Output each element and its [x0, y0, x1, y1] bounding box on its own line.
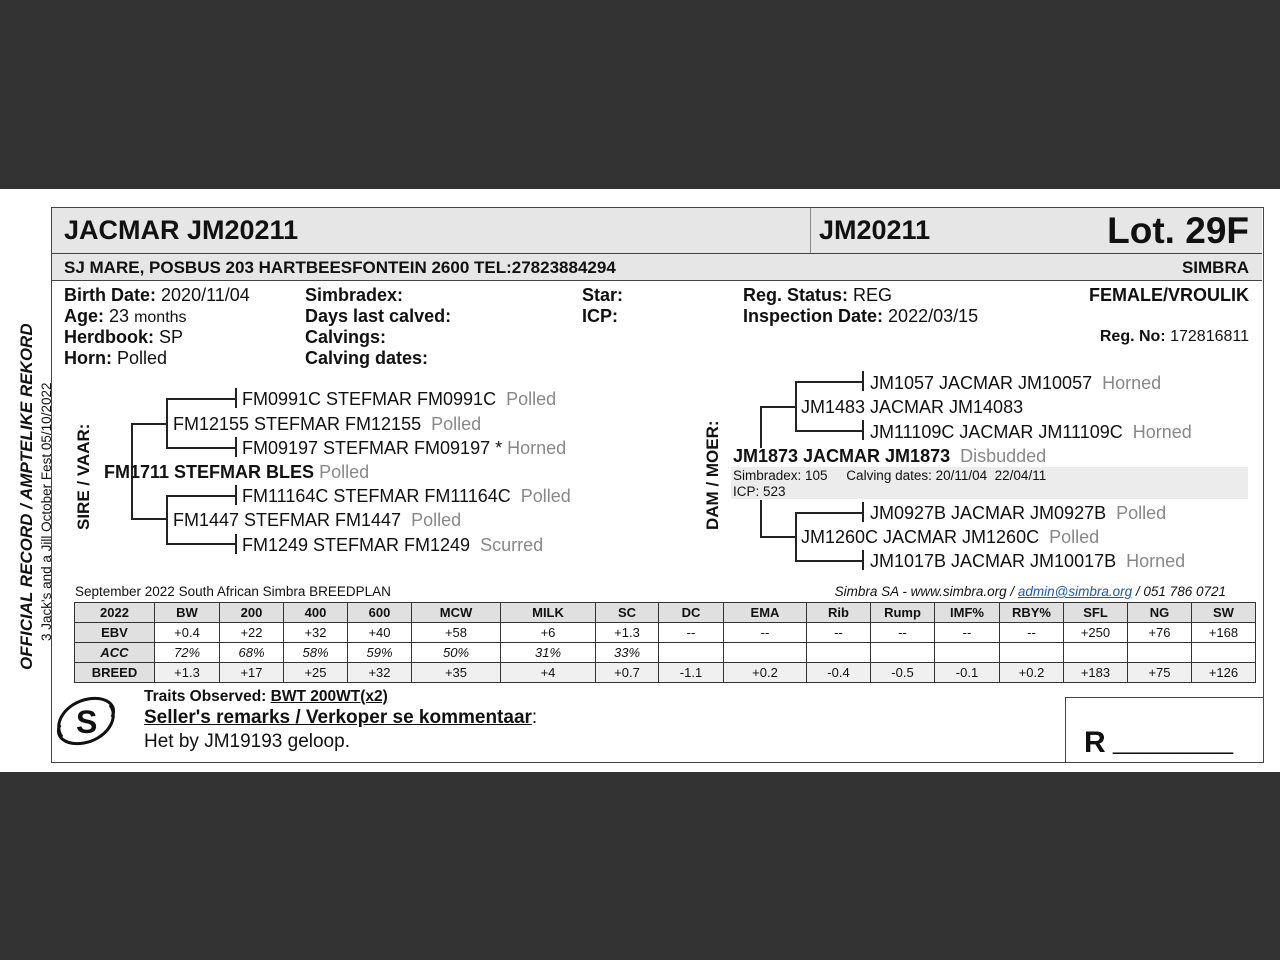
ebv-cell: 31% — [501, 643, 596, 663]
remarks-text: Het by JM19193 geloop. — [144, 731, 350, 752]
ebv-cell: -- — [659, 623, 724, 643]
sire-horn: Polled — [319, 462, 370, 482]
traits-observed — [144, 688, 388, 706]
dam-horn: Disbudded — [960, 446, 1047, 466]
simbra-logo — [54, 693, 118, 749]
remarks-label: Seller's remarks / Verkoper se kommentaar — [144, 707, 532, 728]
ebv-cell: +6 — [501, 623, 596, 643]
ebv-table-row — [75, 643, 1256, 663]
breed-name: SIMBRA — [1181, 258, 1249, 277]
dam-dam-bracket-top — [795, 512, 864, 514]
simbradex-label: Simbradex: — [305, 285, 404, 305]
sire-dam-name: FM09197 STEFMAR FM09197 * — [242, 438, 503, 458]
ebv-cell: +25 — [284, 663, 348, 683]
sire-sire-entry — [242, 389, 556, 410]
breedplan-contact-site: Simbra SA - www.simbra.org / — [834, 584, 1018, 599]
dam-sire-dam-horn: Horned — [1132, 422, 1192, 442]
dam-sire-tick — [235, 485, 237, 505]
animal-id: JM20211 — [819, 215, 931, 245]
reg-no-value: 172816811 — [1170, 328, 1249, 345]
ebv-cell: +4 — [501, 663, 596, 683]
ebv-header-cell: MCW — [412, 603, 501, 623]
sire-sire-parent-entry — [173, 414, 481, 435]
ebv-cell: 68% — [220, 643, 284, 663]
dam-sire-name-2: JM1483 JACMAR JM14083 — [801, 397, 1024, 417]
dam-bracket-top — [760, 406, 797, 408]
dam-name: JM1873 JACMAR JM1873 — [733, 446, 951, 466]
icp-label: ICP: — [582, 306, 618, 326]
ebv-cell: +1.3 — [155, 663, 220, 683]
dam-bracket-top-vert — [760, 406, 762, 448]
ebv-cell: +183 — [1064, 663, 1128, 683]
sire-dam-parent-entry — [173, 510, 461, 531]
reg-no — [1100, 328, 1249, 346]
reg-no-label: Reg. No: — [1099, 328, 1166, 345]
ebv-cell: -0.4 — [807, 663, 871, 683]
sire-dam-bracket-bottom — [166, 543, 237, 545]
sire-bracket-top — [131, 423, 168, 425]
birth-date-value: 2020/11/04 — [161, 285, 250, 305]
title-divider — [810, 208, 811, 253]
herdbook — [64, 327, 183, 348]
dam-info-line-2: ICP: 523 — [733, 484, 786, 499]
dam-sire-horn: Polled — [520, 486, 571, 506]
ebv-cell: +250 — [1064, 623, 1128, 643]
ebv-cell: +35 — [412, 663, 501, 683]
ebv-header-cell: 600 — [348, 603, 412, 623]
ebv-header-cell: SW — [1192, 603, 1256, 623]
ebv-cell: +0.2 — [1000, 663, 1064, 683]
dam-label: DAM / MOER: — [703, 420, 722, 530]
ebv-cell: -- — [807, 623, 871, 643]
sire-dam-parent-name: FM1447 STEFMAR FM1447 — [173, 510, 402, 530]
dam-dam-tick — [235, 534, 237, 554]
birth-date — [64, 285, 250, 306]
dam-sire-sire-horn: Horned — [1102, 373, 1162, 393]
horn-label: Horn: — [64, 348, 112, 368]
ebv-header-cell: EMA — [724, 603, 807, 623]
reg-status-label: Reg. Status: — [743, 285, 849, 305]
dam-dam-name-2: JM1260C JACMAR JM1260C — [801, 527, 1040, 547]
sire-bracket-bottom — [131, 518, 168, 520]
dam-sire-sire-entry — [870, 373, 1161, 394]
ebv-header-cell: DC — [659, 603, 724, 623]
dam-sire-bracket-top — [795, 381, 864, 383]
sire-dam-bracket — [166, 495, 168, 545]
ebv-header-cell: SC — [596, 603, 659, 623]
ebv-cell: -- — [724, 623, 807, 643]
sire-dam-parent-horn: Polled — [411, 510, 462, 530]
sex: FEMALE/VROULIK — [1089, 285, 1249, 305]
ebv-cell: +76 — [1128, 623, 1192, 643]
calvings-label: Calvings: — [305, 327, 387, 347]
ebv-cell: -- — [871, 623, 935, 643]
ebv-cell: 58% — [284, 643, 348, 663]
dam-info-line-1: Simbradex: 105 Calving dates: 20/11/04 22/04/11 — [733, 468, 1047, 483]
sire-dam-horn: Horned — [507, 438, 567, 458]
remarks-heading — [144, 707, 537, 729]
sire-sire-bracket-top — [166, 398, 237, 400]
dam-dam-name: FM1249 STEFMAR FM1249 — [242, 535, 471, 555]
inspection-date-label: Inspection Date: — [743, 306, 884, 326]
traits-label: Traits Observed: — [144, 688, 267, 705]
sire-dam-tick — [235, 437, 237, 457]
ebv-cell: +168 — [1192, 623, 1256, 643]
breedplan-contact — [835, 584, 1226, 599]
ebv-header-cell: MILK — [501, 603, 596, 623]
ebv-cell: 72% — [155, 643, 220, 663]
ebv-cell: 50% — [412, 643, 501, 663]
ebv-cell — [1192, 643, 1256, 663]
ebv-cell: +32 — [284, 623, 348, 643]
dam-bracket-bottom — [760, 536, 797, 538]
inspection-date-value: 2022/03/15 — [888, 306, 979, 326]
sire-name: FM1711 STEFMAR BLES — [104, 462, 315, 482]
dam-dam-entry-2 — [801, 527, 1099, 548]
ebv-row-label: EBV — [75, 623, 155, 643]
age-value: 23 — [109, 306, 130, 326]
ebv-cell: -0.1 — [935, 663, 1000, 683]
dam-dam-sire-tick — [862, 502, 864, 522]
reg-status — [743, 285, 892, 306]
ebv-header-cell: 200 — [220, 603, 284, 623]
ebv-table-row — [75, 623, 1256, 643]
ebv-row-label: BREED — [75, 663, 155, 683]
ebv-cell: +40 — [348, 623, 412, 643]
ebv-cell: +58 — [412, 623, 501, 643]
dam-sire-bracket — [795, 381, 797, 432]
sire-sire-name: FM0991C STEFMAR FM0991C — [242, 389, 497, 409]
sire-sire-bracket-bottom — [166, 447, 237, 449]
inspection-date — [743, 306, 978, 327]
dam-sire-bracket-bottom — [795, 430, 864, 432]
ebv-cell: +0.4 — [155, 623, 220, 643]
dam-dam-horn: Scurred — [480, 535, 544, 555]
age — [64, 306, 187, 327]
dam-sire-entry — [242, 486, 571, 507]
ebv-header-cell: IMF% — [935, 603, 1000, 623]
lot-number: Lot. 29F — [1107, 210, 1249, 251]
horn — [64, 348, 167, 369]
sire-dam-bracket-top — [166, 495, 237, 497]
sire-sire-parent-name: FM12155 STEFMAR FM12155 — [173, 414, 422, 434]
animal-name: JACMAR JM20211 — [64, 215, 299, 245]
dam-dam-bracket-bottom — [795, 560, 864, 562]
ebv-cell: +1.3 — [596, 623, 659, 643]
dam-sire-sire-name: JM1057 JACMAR JM10057 — [870, 373, 1093, 393]
ebv-header-cell: BW — [155, 603, 220, 623]
official-record-text: OFFICIAL RECORD / AMPTELIKE REKORD — [17, 323, 36, 670]
ebv-table-row — [75, 663, 1256, 683]
age-unit: months — [134, 309, 187, 326]
dam-sire-entry-2 — [801, 397, 1023, 418]
ebv-cell: -- — [935, 623, 1000, 643]
ebv-cell: +0.2 — [724, 663, 807, 683]
ebv-cell: 33% — [596, 643, 659, 663]
dam-sire-dam-tick — [862, 420, 864, 440]
dam-dam-sire-horn: Polled — [1116, 503, 1167, 523]
dam-sire-dam-entry — [870, 422, 1192, 443]
dam-dam-dam-name: JM1017B JACMAR JM10017B — [870, 551, 1117, 571]
dam-bracket-bottom-vert — [760, 500, 762, 538]
ebv-cell: -0.5 — [871, 663, 935, 683]
calving-dates-label: Calving dates: — [305, 348, 429, 368]
logo-letter: S — [76, 704, 98, 740]
dam-sire-name: FM11164C STEFMAR FM11164C — [242, 486, 511, 506]
dam-dam-dam-horn: Horned — [1126, 551, 1186, 571]
breedplan-contact-phone: / 051 786 0721 — [1132, 584, 1226, 599]
sire-sire-parent-horn: Polled — [431, 414, 482, 434]
breedplan-caption: September 2022 South African Simbra BREEDPLAN — [75, 584, 391, 599]
birth-date-label: Birth Date: — [64, 285, 157, 305]
dam-sire-sire-tick — [862, 371, 864, 391]
sire-sire-tick — [235, 388, 237, 408]
ebv-header-cell: Rib — [807, 603, 871, 623]
dam-dam-bracket — [795, 512, 797, 562]
ebv-row-label: ACC — [75, 643, 155, 663]
horn-value: Polled — [117, 348, 168, 368]
ebv-cell: +17 — [220, 663, 284, 683]
dam-dam-entry — [242, 535, 543, 556]
herdbook-label: Herdbook: — [64, 327, 154, 347]
ebv-cell — [1064, 643, 1128, 663]
dam-dam-sire-entry — [870, 503, 1166, 524]
dam-dam-sire-name: JM0927B JACMAR JM0927B — [870, 503, 1107, 523]
ebv-cell — [1000, 643, 1064, 663]
ebv-header-cell: NG — [1128, 603, 1192, 623]
ebv-cell — [871, 643, 935, 663]
ebv-header-cell: 400 — [284, 603, 348, 623]
dam-sire-dam-name: JM11109C JACMAR JM11109C — [870, 422, 1123, 442]
ebv-cell — [935, 643, 1000, 663]
age-label: Age: — [64, 306, 104, 326]
ebv-cell — [1128, 643, 1192, 663]
price-field[interactable]: _________ — [1113, 728, 1234, 755]
ebv-cell: +126 — [1192, 663, 1256, 683]
sire-sire-bracket — [166, 398, 168, 448]
ebv-cell: -- — [1000, 623, 1064, 643]
sire-dam-entry — [242, 438, 566, 459]
event-text: 3 Jack's and a Jill October Fest 05/10/2022 — [39, 382, 54, 641]
ebv-cell: 59% — [348, 643, 412, 663]
herdbook-value: SP — [159, 327, 184, 347]
ebv-header-cell: 2022 — [75, 603, 155, 623]
ebv-cell — [724, 643, 807, 663]
days-last-calved-label: Days last calved: — [305, 306, 452, 326]
sire-entry — [104, 462, 369, 483]
dam-dam-dam-tick — [862, 550, 864, 570]
ebv-header-cell: Rump — [871, 603, 935, 623]
reg-status-value: REG — [853, 285, 893, 305]
ebv-header-cell: SFL — [1064, 603, 1128, 623]
ebv-cell: +22 — [220, 623, 284, 643]
ebv-cell — [807, 643, 871, 663]
traits-value: BWT 200WT(x2) — [270, 688, 388, 705]
dam-dam-dam-entry — [870, 551, 1185, 572]
ebv-cell: +32 — [348, 663, 412, 683]
price-prefix: R — [1084, 726, 1106, 759]
ebv-cell: -1.1 — [659, 663, 724, 683]
remarks-colon: : — [531, 707, 538, 728]
ebv-header-cell: RBY% — [1000, 603, 1064, 623]
ebv-table — [74, 602, 1256, 683]
dam-entry — [733, 446, 1046, 467]
ebv-cell — [659, 643, 724, 663]
dam-dam-horn-2: Polled — [1049, 527, 1100, 547]
ebv-header-row — [75, 603, 1256, 623]
simbra-logo-icon — [54, 693, 118, 749]
ebv-cell: +75 — [1128, 663, 1192, 683]
sire-label: SIRE / VAAR: — [74, 423, 93, 530]
breedplan-email-link[interactable]: admin@simbra.org — [1017, 584, 1133, 599]
sire-sire-horn: Polled — [506, 389, 557, 409]
star-label: Star: — [582, 285, 624, 305]
ebv-cell: +0.7 — [596, 663, 659, 683]
owner-line: SJ MARE, POSBUS 203 HARTBEESFONTEIN 2600 TEL:27823884294 — [64, 258, 616, 277]
